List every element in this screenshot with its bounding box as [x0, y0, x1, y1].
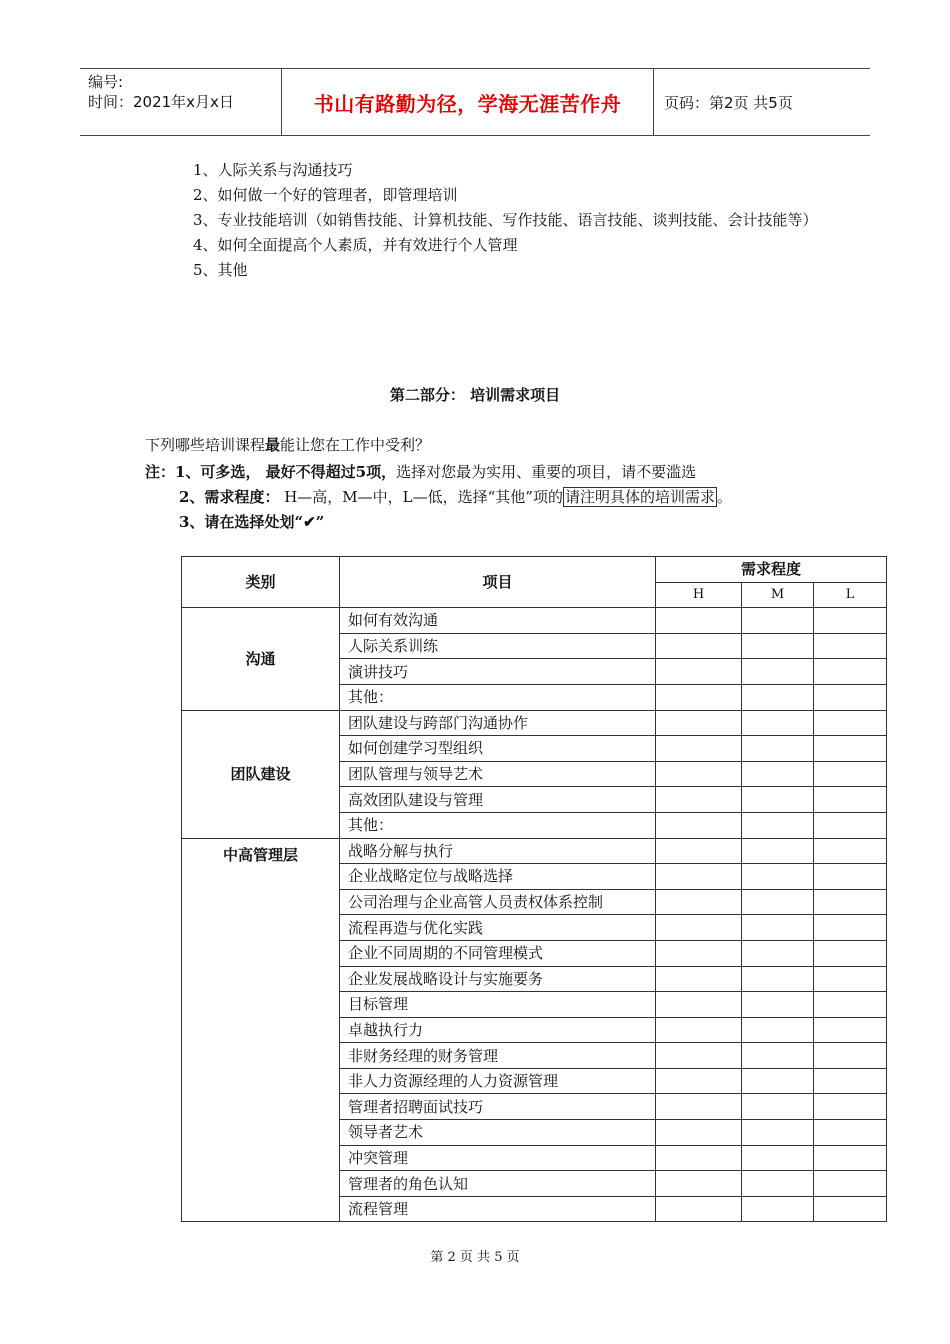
topic-item: 3、专业技能培训（如销售技能、计算机技能、写作技能、语言技能、谈判技能、会计技能等）: [193, 211, 818, 229]
checkbox-cell-l[interactable]: [814, 608, 887, 634]
training-needs-table: [181, 556, 887, 1222]
category-cell: 团队建设: [182, 710, 340, 838]
topic-list: [178, 158, 818, 283]
checkbox-cell-l[interactable]: [814, 1196, 887, 1222]
column-header-category: 类别: [182, 557, 340, 608]
item-cell: 高效团队建设与管理: [340, 787, 656, 813]
checkbox-cell-l[interactable]: [814, 761, 887, 787]
checkbox-cell-l[interactable]: [814, 812, 887, 838]
checkbox-cell-h[interactable]: [656, 659, 742, 685]
item-cell: 领导者艺术: [340, 1120, 656, 1146]
table-header-row: [182, 557, 887, 583]
item-cell: 非财务经理的财务管理: [340, 1043, 656, 1069]
level-header-h: H: [656, 582, 742, 608]
instruction-line-2: [145, 485, 732, 510]
instruction-1-rest: 选择对您最为实用、重要的项目，请不要滥选: [396, 463, 697, 481]
item-cell: 其他：: [340, 812, 656, 838]
checkbox-cell-l[interactable]: [814, 787, 887, 813]
checkbox-cell-l[interactable]: [814, 1120, 887, 1146]
topic-item: 4、如何全面提高个人素质，并有效进行个人管理: [193, 236, 518, 254]
checkbox-cell-l[interactable]: [814, 1068, 887, 1094]
checkbox-cell-l[interactable]: [814, 659, 887, 685]
checkbox-cell-l[interactable]: [814, 889, 887, 915]
checkbox-cell-h[interactable]: [656, 684, 742, 710]
header-meta: [80, 69, 282, 135]
checkbox-cell-l[interactable]: [814, 1017, 887, 1043]
topic-item: 1、人际关系与沟通技巧: [193, 161, 353, 179]
item-cell: 流程再造与优化实践: [340, 915, 656, 941]
checkbox-cell-l[interactable]: [814, 1171, 887, 1197]
checkbox-cell-h[interactable]: [656, 761, 742, 787]
document-date: 时间：2021年x月x日: [88, 93, 234, 111]
table-row: [182, 608, 887, 634]
document-number-label: 编号:: [88, 73, 124, 91]
checkbox-cell-m[interactable]: [742, 1068, 814, 1094]
item-cell: 管理者的角色认知: [340, 1171, 656, 1197]
checkbox-cell-l[interactable]: [814, 1043, 887, 1069]
checkbox-cell-h[interactable]: [656, 1171, 742, 1197]
checkbox-cell-l[interactable]: [814, 710, 887, 736]
item-cell: 团队建设与跨部门沟通协作: [340, 710, 656, 736]
instruction-line-3: [145, 510, 732, 535]
checkbox-cell-m[interactable]: [742, 1196, 814, 1222]
checkbox-cell-m[interactable]: [742, 1171, 814, 1197]
header-page-number: 页码：第2页 共5页: [664, 93, 793, 112]
item-cell: 如何创建学习型组织: [340, 736, 656, 762]
intro-pre: 下列哪些培训课程: [145, 436, 266, 454]
checkbox-cell-h[interactable]: [656, 787, 742, 813]
checkbox-cell-m[interactable]: [742, 1043, 814, 1069]
column-header-item: 项目: [340, 557, 656, 608]
instructions: [145, 460, 732, 535]
item-cell: 人际关系训练: [340, 633, 656, 659]
table-row: [182, 710, 887, 736]
checkbox-cell-m[interactable]: [742, 992, 814, 1018]
item-cell: 战略分解与执行: [340, 838, 656, 864]
checkbox-cell-m[interactable]: [742, 966, 814, 992]
checkbox-cell-m[interactable]: [742, 684, 814, 710]
checkbox-cell-h[interactable]: [656, 1196, 742, 1222]
item-cell: 目标管理: [340, 992, 656, 1018]
checkbox-cell-m[interactable]: [742, 889, 814, 915]
checkbox-cell-h[interactable]: [656, 864, 742, 890]
checkbox-cell-l[interactable]: [814, 864, 887, 890]
checkbox-cell-h[interactable]: [656, 889, 742, 915]
item-cell: 企业战略定位与战略选择: [340, 864, 656, 890]
checkbox-cell-m[interactable]: [742, 1017, 814, 1043]
checkbox-cell-h[interactable]: [656, 1017, 742, 1043]
item-cell: 其他：: [340, 684, 656, 710]
checkbox-cell-h[interactable]: [656, 736, 742, 762]
checkbox-cell-h[interactable]: [656, 633, 742, 659]
checkbox-cell-h[interactable]: [656, 1120, 742, 1146]
checkbox-cell-h[interactable]: [656, 940, 742, 966]
checkbox-cell-h[interactable]: [656, 1094, 742, 1120]
checkbox-cell-l[interactable]: [814, 992, 887, 1018]
checkbox-cell-l[interactable]: [814, 1145, 887, 1171]
checkbox-cell-h[interactable]: [656, 915, 742, 941]
checkbox-cell-l[interactable]: [814, 915, 887, 941]
checkbox-cell-m[interactable]: [742, 633, 814, 659]
topic-item: 5、其他: [193, 261, 248, 279]
checkbox-cell-l[interactable]: [814, 633, 887, 659]
checkbox-cell-h[interactable]: [656, 1145, 742, 1171]
checkbox-cell-m[interactable]: [742, 761, 814, 787]
checkbox-cell-m[interactable]: [742, 1120, 814, 1146]
section-title: 第二部分： 培训需求项目: [389, 386, 561, 404]
item-cell: 管理者招聘面试技巧: [340, 1094, 656, 1120]
checkbox-cell-m[interactable]: [742, 838, 814, 864]
checkbox-cell-h[interactable]: [656, 966, 742, 992]
header-motto: 书山有路勤为径，学海无涯苦作舟: [282, 69, 654, 135]
category-cell: 中高管理层: [182, 838, 340, 1222]
checkbox-cell-l[interactable]: [814, 838, 887, 864]
checkbox-cell-m[interactable]: [742, 864, 814, 890]
checkbox-cell-l[interactable]: [814, 1094, 887, 1120]
page-footer: 第 2 页 共 5 页: [430, 1250, 520, 1265]
table-row: [182, 838, 887, 864]
item-cell: 公司治理与企业高管人员责权体系控制: [340, 889, 656, 915]
column-header-level: 需求程度: [656, 557, 887, 583]
checkbox-cell-h[interactable]: [656, 838, 742, 864]
item-cell: 如何有效沟通: [340, 608, 656, 634]
item-cell: 非人力资源经理的人力资源管理: [340, 1068, 656, 1094]
checkbox-cell-h[interactable]: [656, 1068, 742, 1094]
intro-emphasis: 最: [265, 436, 281, 454]
checkbox-cell-m[interactable]: [742, 915, 814, 941]
item-cell: 流程管理: [340, 1196, 656, 1222]
intro-question: [145, 434, 430, 455]
checkbox-cell-l[interactable]: [814, 940, 887, 966]
instruction-1-bold: 注：1、可多选， 最好不得超过5项，: [145, 463, 397, 481]
checkbox-cell-h[interactable]: [656, 812, 742, 838]
item-cell: 团队管理与领导艺术: [340, 761, 656, 787]
checkbox-cell-m[interactable]: [742, 1145, 814, 1171]
item-cell: 演讲技巧: [340, 659, 656, 685]
checkbox-cell-m[interactable]: [742, 736, 814, 762]
item-cell: 卓越执行力: [340, 1017, 656, 1043]
instruction-2-rest: H—高，M—中，L—低，选择“其他”项的: [279, 488, 563, 506]
level-header-m: M: [742, 582, 814, 608]
checkbox-cell-l[interactable]: [814, 966, 887, 992]
level-header-l: L: [814, 582, 887, 608]
instruction-2-bold: 2、需求程度：: [179, 488, 280, 506]
checkbox-cell-m[interactable]: [742, 659, 814, 685]
topic-item: 2、如何做一个好的管理者，即管理培训: [193, 186, 458, 204]
checkbox-cell-m[interactable]: [742, 940, 814, 966]
instruction-line-1: [145, 460, 732, 485]
instruction-3-bold: 3、请在选择处划“✔”: [179, 513, 325, 531]
checkbox-cell-h[interactable]: [656, 992, 742, 1018]
checkbox-cell-m[interactable]: [742, 787, 814, 813]
item-cell: 冲突管理: [340, 1145, 656, 1171]
intro-post: 能让您在工作中受利？: [280, 436, 431, 454]
checkbox-cell-m[interactable]: [742, 1094, 814, 1120]
checkbox-cell-h[interactable]: [656, 608, 742, 634]
checkbox-cell-m[interactable]: [742, 710, 814, 736]
category-cell: 沟通: [182, 608, 340, 710]
page-header: [80, 68, 870, 136]
instruction-2-boxed: 请注明具体的培训需求: [564, 488, 715, 506]
item-cell: 企业发展战略设计与实施要务: [340, 966, 656, 992]
checkbox-cell-h[interactable]: [656, 1043, 742, 1069]
checkbox-cell-h[interactable]: [656, 710, 742, 736]
instruction-2-end: 。: [716, 488, 732, 506]
checkbox-cell-m[interactable]: [742, 608, 814, 634]
checkbox-cell-m[interactable]: [742, 812, 814, 838]
item-cell: 企业不同周期的不同管理模式: [340, 940, 656, 966]
checkbox-cell-l[interactable]: [814, 684, 887, 710]
checkbox-cell-l[interactable]: [814, 736, 887, 762]
